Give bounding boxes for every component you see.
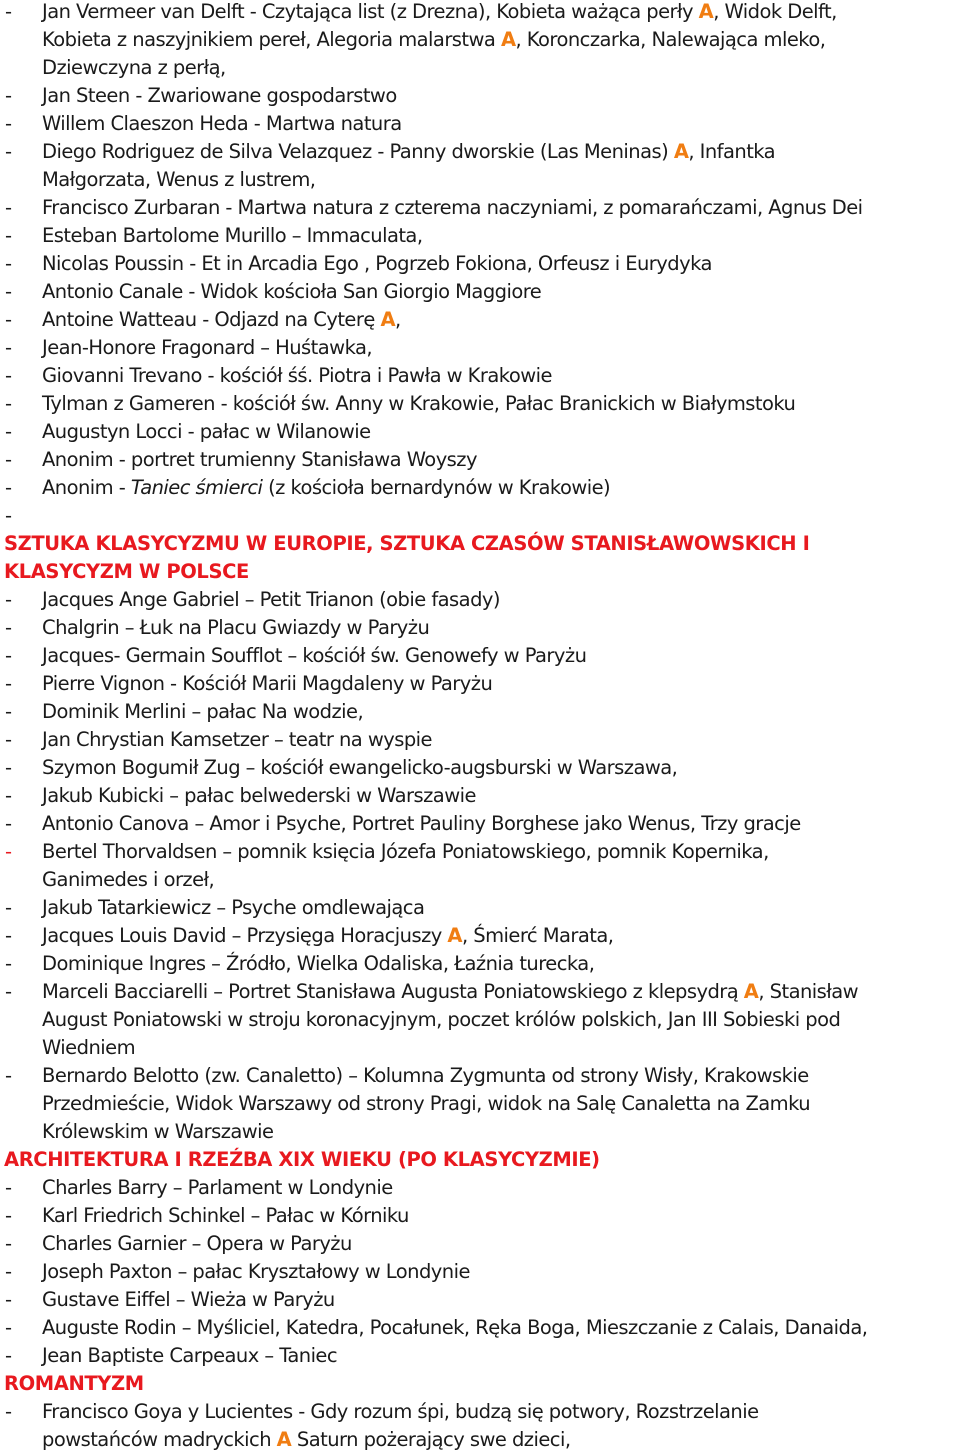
list-item-text xyxy=(42,0,837,26)
list-item-text xyxy=(42,1314,867,1342)
list-item-continuation xyxy=(0,166,960,194)
list-item xyxy=(0,418,960,446)
bullet-dash: - xyxy=(5,784,13,807)
text-segment: Esteban Bartolome Murillo – Immaculata, xyxy=(42,224,423,247)
text-segment: Francisco Goya y Lucientes - Gdy rozum śpi, budzą się potwory, Rozstrzelanie xyxy=(42,1400,759,1423)
text-segment: Saturn pożerający swe dzieci, xyxy=(291,1428,571,1451)
section-heading: SZTUKA KLASYCYZMU W EUROPIE, SZTUKA CZASÓW STANISŁAWOWSKICH I xyxy=(4,532,810,555)
bullet-dash: - xyxy=(5,140,13,163)
list-item-text xyxy=(42,838,769,866)
list-item-text xyxy=(42,978,858,1006)
list-item-text xyxy=(42,82,397,110)
bullet-dash: - xyxy=(5,644,13,667)
list-item xyxy=(0,474,960,502)
list-item-text xyxy=(42,1342,337,1370)
list-item xyxy=(0,1174,960,1202)
list-item-text xyxy=(42,110,402,138)
list-item xyxy=(0,1286,960,1314)
text-segment: Giovanni Trevano - kościół śś. Piotra i Pawła w Krakowie xyxy=(42,364,552,387)
list-item-text xyxy=(42,1118,274,1146)
bullet-dash: - xyxy=(5,336,13,359)
list-item-text xyxy=(42,418,371,446)
section-heading: ROMANTYZM xyxy=(4,1372,144,1395)
bullet-dash: - xyxy=(5,1316,13,1339)
list-item-text xyxy=(42,922,613,950)
bullet-dash: - xyxy=(5,672,13,695)
list-item-continuation xyxy=(0,26,960,54)
text-segment: Antonio Canova – Amor i Psyche, Portret Pauliny Borghese jako Wenus, Trzy gracje xyxy=(42,812,801,835)
list-item-continuation xyxy=(0,1006,960,1034)
list-item-text xyxy=(42,138,775,166)
list-item xyxy=(0,0,960,26)
list-item-text xyxy=(42,1090,810,1118)
list-item xyxy=(0,670,960,698)
list-item-text xyxy=(42,614,429,642)
bullet-dash: - xyxy=(5,392,13,415)
list-item-text xyxy=(42,698,363,726)
text-segment: Dominique Ingres – Źródło, Wielka Odaliska, Łaźnia turecka, xyxy=(42,952,595,975)
text-segment: Jan Vermeer van Delft - Czytająca list (z Drezna), Kobieta ważąca perły xyxy=(42,0,699,23)
text-segment: Ganimedes i orzeł, xyxy=(42,868,215,891)
bullet-dash: - xyxy=(5,980,13,1003)
text-segment: Francisco Zurbaran - Martwa natura z czterema naczyniami, z pomarańczami, Agnus Dei xyxy=(42,196,863,219)
bullet-dash: - xyxy=(5,196,13,219)
list-item-text xyxy=(42,306,401,334)
list-item xyxy=(0,1062,960,1090)
bullet-dash: - xyxy=(5,1204,13,1227)
list-item xyxy=(0,782,960,810)
bullet-dash: - xyxy=(5,756,13,779)
bullet-dash: - xyxy=(5,1232,13,1255)
section-heading: ARCHITEKTURA I RZEŹBA XIX WIEKU (PO KLASYCYZMIE) xyxy=(4,1148,600,1171)
text-segment: Szymon Bogumił Zug – kościół ewangelicko-augsburski w Warszawa, xyxy=(42,756,678,779)
list-item-text xyxy=(42,222,422,250)
list-item-continuation xyxy=(0,1118,960,1146)
text-segment: , Koronczarka, Nalewająca mleko, xyxy=(515,28,826,51)
bullet-dash: - xyxy=(5,476,13,499)
section-heading: KLASYCYZM W POLSCE xyxy=(4,560,249,583)
list-item-continuation xyxy=(0,1426,960,1454)
list-item xyxy=(0,110,960,138)
text-segment: Jacques- Germain Soufflot – kościół św. Genowefy w Paryżu xyxy=(42,644,587,667)
text-segment: Przedmieście, Widok Warszawy od strony Pragi, widok na Salę Canaletta na Zamku xyxy=(42,1092,811,1115)
text-segment: Charles Barry – Parlament w Londynie xyxy=(42,1176,393,1199)
italic-title: Taniec śmierci xyxy=(130,476,263,499)
bullet-dash: - xyxy=(5,448,13,471)
list-item-text xyxy=(42,446,477,474)
list-item-text xyxy=(42,250,712,278)
text-segment: Bertel Thorvaldsen – pomnik księcia Józefa Poniatowskiego, pomnik Kopernika, xyxy=(42,840,769,863)
list-item-text xyxy=(42,1398,759,1426)
list-item-text xyxy=(42,1034,135,1062)
analysis-marker: A xyxy=(380,308,395,331)
text-segment: (z kościoła bernardynów w Krakowie) xyxy=(262,476,611,499)
bullet-dash: - xyxy=(5,1176,13,1199)
bullet-dash: - xyxy=(5,896,13,919)
list-item xyxy=(0,642,960,670)
list-item-text xyxy=(42,26,825,54)
bullet-dash: - xyxy=(5,616,13,639)
text-segment: Jacques Louis David – Przysięga Horacjuszy xyxy=(42,924,448,947)
text-segment: Joseph Paxton – pałac Kryształowy w Londynie xyxy=(42,1260,470,1283)
list-item xyxy=(0,1398,960,1426)
list-item-text xyxy=(42,782,476,810)
list-item xyxy=(0,334,960,362)
text-segment: Jan Steen - Zwariowane gospodarstwo xyxy=(42,84,397,107)
list-item xyxy=(0,250,960,278)
bullet-dash: - xyxy=(5,112,13,135)
text-segment: , Widok Delft, xyxy=(713,0,837,23)
list-item-text xyxy=(42,474,610,502)
list-item-text xyxy=(42,754,677,782)
list-item xyxy=(0,1230,960,1258)
list-item xyxy=(0,222,960,250)
list-item-text xyxy=(42,586,500,614)
list-item xyxy=(0,838,960,866)
analysis-marker: A xyxy=(743,980,759,1003)
text-segment: Diego Rodriguez de Silva Velazquez - Panny dworskie (Las Meninas) xyxy=(42,140,674,163)
list-item xyxy=(0,138,960,166)
list-item xyxy=(0,1258,960,1286)
bullet-dash: - xyxy=(5,252,13,275)
text-segment: Dziewczyna z perłą, xyxy=(42,56,226,79)
text-segment: Gustave Eiffel – Wieża w Paryżu xyxy=(42,1288,335,1311)
list-item-text xyxy=(42,1062,809,1090)
text-segment: Jakub Tatarkiewicz – Psyche omdlewająca xyxy=(42,896,425,919)
list-item-text xyxy=(42,1230,352,1258)
bullet-dash: - xyxy=(5,952,13,975)
bullet-dash: - xyxy=(5,224,13,247)
text-segment: , xyxy=(394,308,401,331)
text-segment: Jakub Kubicki – pałac belwederski w Warszawie xyxy=(42,784,476,807)
text-segment: Antoine Watteau - Odjazd na Cyterę xyxy=(42,308,381,331)
text-segment: Tylman z Gameren - kościół św. Anny w Krakowie, Pałac Branickich w Białymstoku xyxy=(42,392,796,415)
bullet-dash: - xyxy=(5,308,13,331)
list-item-text xyxy=(42,390,795,418)
text-segment: , Stanisław xyxy=(758,980,859,1003)
list-item xyxy=(0,810,960,838)
list-item xyxy=(0,502,960,530)
list-item-continuation xyxy=(0,54,960,82)
list-item-text xyxy=(42,810,801,838)
list-item xyxy=(0,614,960,642)
list-item xyxy=(0,950,960,978)
analysis-marker: A xyxy=(500,28,516,51)
text-segment: Chalgrin – Łuk na Placu Gwiazdy w Paryżu xyxy=(42,616,430,639)
list-item-text xyxy=(42,194,863,222)
bullet-dash: - xyxy=(5,1064,13,1087)
list-item-continuation xyxy=(0,1090,960,1118)
list-item-text xyxy=(42,1174,393,1202)
text-segment: , Infantka xyxy=(688,140,776,163)
list-item xyxy=(0,978,960,1006)
bullet-dash: - xyxy=(5,504,13,527)
text-segment: Królewskim w Warszawie xyxy=(42,1120,274,1143)
list-item xyxy=(0,894,960,922)
list-item-text xyxy=(42,1202,409,1230)
text-segment: Jacques Ange Gabriel – Petit Trianon (obie fasady) xyxy=(42,588,500,611)
bullet-dash: - xyxy=(5,280,13,303)
text-segment: Małgorzata, Wenus z lustrem, xyxy=(42,168,316,191)
list-item-text xyxy=(42,726,432,754)
list-item xyxy=(0,446,960,474)
bullet-dash: - xyxy=(5,84,13,107)
list-item-text xyxy=(42,894,424,922)
analysis-marker: A xyxy=(698,0,714,23)
text-segment: Marceli Bacciarelli – Portret Stanisława Augusta Poniatowskiego z klepsydrą xyxy=(42,980,744,1003)
list-item-continuation xyxy=(0,1034,960,1062)
list-item-text xyxy=(42,670,492,698)
list-item xyxy=(0,586,960,614)
text-segment: August Poniatowski w stroju koronacyjnym, poczet królów polskich, Jan III Sobieski pod xyxy=(42,1008,841,1031)
list-item-text xyxy=(42,1006,840,1034)
list-item-text xyxy=(42,866,214,894)
list-item xyxy=(0,726,960,754)
text-segment: Dominik Merlini – pałac Na wodzie, xyxy=(42,700,364,723)
list-item-text xyxy=(42,54,226,82)
list-item xyxy=(0,390,960,418)
list-item xyxy=(0,1314,960,1342)
list-item xyxy=(0,278,960,306)
bullet-dash: - xyxy=(5,364,13,387)
text-segment: Jan Chrystian Kamsetzer – teatr na wyspie xyxy=(42,728,432,751)
list-item-text xyxy=(42,642,586,670)
text-segment: Auguste Rodin – Myśliciel, Katedra, Pocałunek, Ręka Boga, Mieszczanie z Calais, Danaida, xyxy=(42,1316,868,1339)
text-segment: Willem Claeszon Heda - Martwa natura xyxy=(42,112,402,135)
bullet-dash: - xyxy=(5,924,13,947)
analysis-marker: A xyxy=(276,1428,292,1451)
list-item-text xyxy=(42,950,594,978)
list-item-continuation xyxy=(0,866,960,894)
bullet-dash: - xyxy=(5,588,13,611)
text-segment: Jean-Honore Fragonard – Huśtawka, xyxy=(42,336,373,359)
bullet-dash: - xyxy=(5,1400,13,1423)
list-item xyxy=(0,306,960,334)
bullet-dash: - xyxy=(5,700,13,723)
list-item xyxy=(0,362,960,390)
analysis-marker: A xyxy=(447,924,462,947)
text-segment: Kobieta z naszyjnikiem pereł, Alegoria malarstwa xyxy=(42,28,501,51)
bullet-dash: - xyxy=(5,420,13,443)
text-segment: , Śmierć Marata, xyxy=(461,924,614,947)
list-item-text xyxy=(42,1258,470,1286)
list-item xyxy=(0,82,960,110)
text-segment: Bernardo Belotto (zw. Canaletto) – Kolumna Zygmunta od strony Wisły, Krakowskie xyxy=(42,1064,809,1087)
text-segment: Anonim - portret trumienny Stanisława Woyszy xyxy=(42,448,477,471)
list-item xyxy=(0,922,960,950)
bullet-dash: - xyxy=(5,0,13,23)
list-item xyxy=(0,1202,960,1230)
text-segment: Anonim - xyxy=(42,476,131,499)
list-item-text xyxy=(42,166,315,194)
list-item xyxy=(0,698,960,726)
text-segment: powstańców madryckich xyxy=(42,1428,277,1451)
text-segment: Jean Baptiste Carpeaux – Taniec xyxy=(42,1344,338,1367)
bullet-dash: - xyxy=(5,1344,13,1367)
text-segment: Augustyn Locci - pałac w Wilanowie xyxy=(42,420,371,443)
list-item xyxy=(0,754,960,782)
bullet-dash: - xyxy=(5,1260,13,1283)
list-item-text xyxy=(42,1426,571,1454)
list-item-text xyxy=(42,362,552,390)
text-segment: Nicolas Poussin - Et in Arcadia Ego , Pogrzeb Fokiona, Orfeusz i Eurydyka xyxy=(42,252,712,275)
list-item xyxy=(0,194,960,222)
list-item-text xyxy=(42,334,372,362)
text-segment: Karl Friedrich Schinkel – Pałac w Kórniku xyxy=(42,1204,409,1227)
bullet-dash: - xyxy=(5,812,13,835)
bullet-dash: - xyxy=(5,728,13,751)
text-segment: Charles Garnier – Opera w Paryżu xyxy=(42,1232,352,1255)
text-segment: Wiedniem xyxy=(42,1036,136,1059)
bullet-dash: - xyxy=(5,840,13,863)
bullet-dash: - xyxy=(5,1288,13,1311)
list-item-text xyxy=(42,278,541,306)
text-segment: Antonio Canale - Widok kościoła San Giorgio Maggiore xyxy=(42,280,542,303)
analysis-marker: A xyxy=(673,140,689,163)
text-segment: Pierre Vignon - Kościół Marii Magdaleny w Paryżu xyxy=(42,672,493,695)
list-item xyxy=(0,1342,960,1370)
list-item-text xyxy=(42,1286,335,1314)
